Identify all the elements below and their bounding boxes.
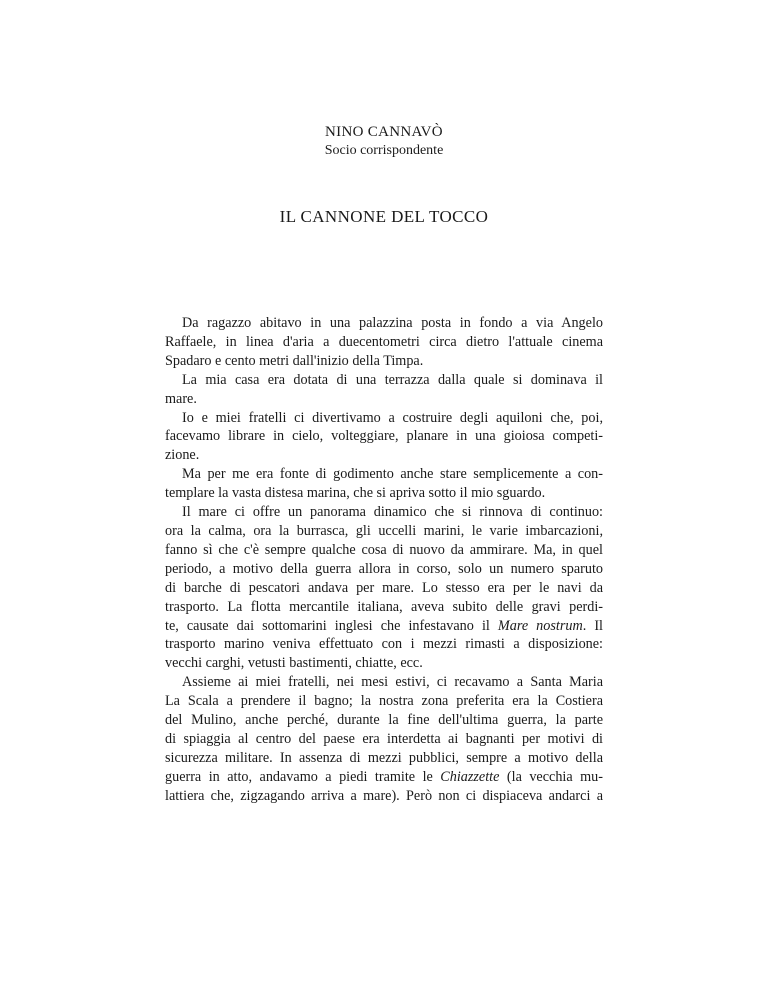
article-body <box>165 314 603 806</box>
text-line-with-italic <box>165 768 603 787</box>
text-line: facevamo librare in cielo, volteggiare, planare in una gioiosa competi- <box>165 428 603 445</box>
text-line: di spiaggia al centro del paese era interdetta ai bagnanti per motivi di <box>165 730 603 747</box>
text-line: fanno sì che c'è sempre qualche cosa di nuovo da ammirare. Ma, in quel <box>165 541 603 558</box>
text-line: Da ragazzo abitavo in una palazzina posta in fondo a via Angelo <box>182 315 603 331</box>
text-line: Assieme ai miei fratelli, nei mesi estivi, ci recavamo a Santa Maria <box>182 674 603 691</box>
text-line: Raffaele, in linea d'aria a duecentometri circa dietro l'attuale cinema <box>165 333 603 350</box>
paragraph-6 <box>165 673 603 805</box>
paragraph-2 <box>165 371 603 409</box>
text-line: di barche di pescatori andava per mare. Lo stesso era per le navi da <box>165 579 603 596</box>
text-line: La mia casa era dotata di una terrazza dalla quale si dominava il <box>182 371 603 388</box>
author-affiliation: Socio corrispondente <box>324 143 444 158</box>
text-line: trasporto marino veniva effettuato con i mezzi rimasti a disposizione: <box>165 636 603 653</box>
paragraph-5 <box>165 503 603 673</box>
paragraph-3 <box>165 409 603 466</box>
line-text-tail: (la vecchia mu- <box>499 768 603 785</box>
text-line: vecchi carghi, vetusti bastimenti, chiatte, ecc. <box>165 655 423 672</box>
text-line-with-italic <box>165 617 603 636</box>
paragraph-4 <box>165 465 603 503</box>
line-text: te, causate dai sottomarini inglesi che infestavano il <box>165 617 498 634</box>
text-line: trasporto. La flotta mercantile italiana, aveva subito delle gravi perdi- <box>165 598 603 615</box>
text-line: templare la vasta distesa marina, che si apriva sotto il mio sguardo. <box>165 485 546 502</box>
line-text-tail: . Il <box>582 617 603 634</box>
italic-phrase: Chiazzette <box>440 768 500 785</box>
author-name: NINO CANNAVÒ <box>325 124 443 140</box>
text-line: periodo, a motivo della guerra allora in corso, solo un numero sparuto <box>165 560 603 577</box>
text-line: mare. <box>165 390 197 407</box>
italic-phrase: Mare nostrum <box>497 617 583 634</box>
paragraph-1 <box>165 314 603 371</box>
text-line: Ma per me era fonte di godimento anche stare semplicemente a con- <box>182 466 603 483</box>
text-line: Il mare ci offre un panorama dinamico che si rinnova di continuo: <box>182 504 603 521</box>
text-line: ora la calma, ora la burrasca, gli uccelli marini, le varie imbarcazioni, <box>165 522 603 539</box>
article-title: IL CANNONE DEL TOCCO <box>279 207 489 226</box>
text-line: sicurezza militare. In assenza di mezzi pubblici, sempre a motivo della <box>165 749 603 766</box>
text-line: del Mulino, anche perché, durante la fine dell'ultima guerra, la parte <box>165 712 603 729</box>
line-text: guerra in atto, andavamo a piedi tramite le <box>165 768 441 785</box>
text-line: lattiera che, zigzagando arriva a mare). Però non ci dispiaceva andarci a <box>165 787 603 804</box>
text-line: zione. <box>165 447 200 464</box>
text-line: Spadaro e cento metri dall'inizio della Timpa. <box>165 352 424 369</box>
text-line: Io e miei fratelli ci divertivamo a costruire degli aquiloni che, poi, <box>182 409 603 426</box>
text-line: La Scala a prendere il bagno; la nostra zona preferita era la Costiera <box>165 693 603 710</box>
